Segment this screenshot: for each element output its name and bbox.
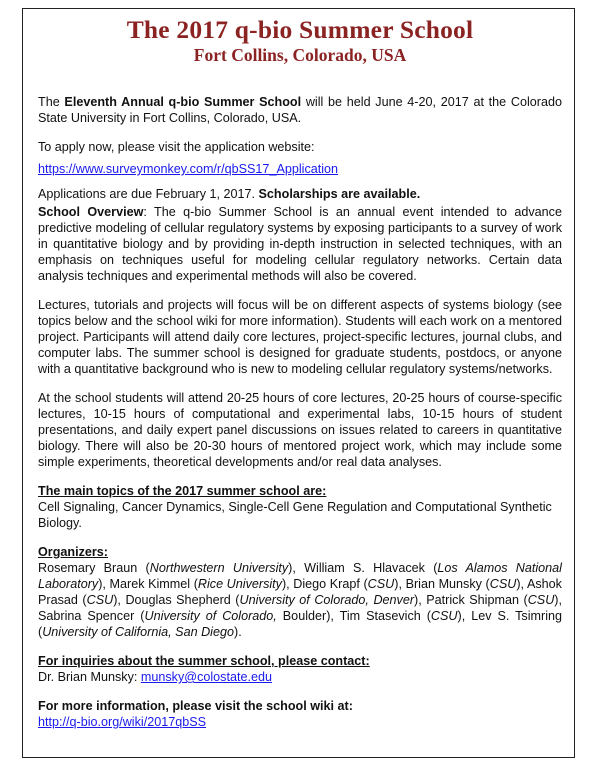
organizer-name: Diego Krapf ( (293, 577, 368, 591)
organizers-list (38, 561, 562, 639)
apply-link-line (38, 161, 562, 177)
organizer-item: Patrick Shipman (CSU), (426, 593, 562, 607)
organizer-item: Diego Krapf (CSU), (293, 577, 406, 591)
organizers-section (38, 544, 562, 640)
topics-heading: The main topics of the 2017 summer school are: (38, 484, 327, 498)
organizer-item: Tim Stasevich (CSU), (339, 609, 472, 623)
contact-name: Dr. Brian Munsky: (38, 670, 141, 684)
page-title: The 2017 q-bio Summer School (126, 15, 474, 44)
flyer-content (38, 16, 562, 743)
organizer-item: Brian Munsky (CSU), (405, 577, 527, 591)
organizer-affiliation: CSU (430, 609, 458, 623)
organizer-name: Marek Kimmel ( (109, 577, 198, 591)
organizer-name: Rosemary Braun ( (38, 561, 150, 575)
apply-text: To apply now, please visit the application website: (38, 140, 315, 154)
wiki-link[interactable]: http://q-bio.org/wiki/2017qbSS (38, 715, 207, 729)
organizer-item: Ashok Prasad (CSU), (38, 577, 562, 607)
overview-paragraph: School Overview: The q-bio Summer School is an annual event intended to advance predictive modeling of cellular regulatory systems by exposing participants to a survey of work in quantitative biology and by providing in-depth instruction in selected techniques, with an emphasis on techniques useful for modeling cellular regulatory networks. Certain data analysis techniques and experimental methods will also be covered. (38, 205, 562, 283)
page-subtitle: Fort Collins, Colorado, USA (193, 45, 407, 65)
organizer-affiliation: CSU (86, 593, 114, 607)
organizer-affiliation: CSU (489, 577, 517, 591)
organizer-item: Sabrina Spencer (University of Colorado, Boulder), (38, 609, 340, 623)
organizer-name: Lev S. Tsimring ( (38, 609, 562, 639)
organizer-name: Patrick Shipman ( (426, 593, 528, 607)
organizer-item: William S. Hlavacek (Los Alamos National Laboratory), (38, 561, 562, 591)
more-info-section (38, 698, 562, 730)
organizer-affiliation: University of Colorado, Denver (239, 593, 415, 607)
organizer-affiliation: Rice University (197, 577, 282, 591)
topics-section (38, 483, 562, 531)
inquiries-heading: For inquiries about the summer school, please contact: (38, 654, 370, 668)
due-paragraph: Applications are due February 1, 2017. Scholarships are available. (38, 187, 421, 201)
organizer-item: Marek Kimmel (Rice University), (109, 577, 294, 591)
organizer-name: Douglas Shepherd ( (125, 593, 240, 607)
topics-text: Cell Signaling, Cancer Dynamics, Single-Cell Gene Regulation and Computational Synthetic Biology. (38, 500, 552, 530)
organizer-affiliation: University of Colorado, (144, 609, 277, 623)
overview-label: School Overview (38, 205, 144, 219)
hours-paragraph: At the school students will attend 20-25 hours of core lectures, 20-25 hours of course-specific lectures, 10-15 hours of computational and experimental labs, 10-15 hours of student presentations, and daily expert panel discussions on issues related to careers in quantitative biology. There will also be 20-30 hours of mentored project work, which may include some simple experiments, theoretical developments and/or real data analyses. (38, 391, 562, 469)
organizer-name: Tim Stasevich ( (339, 609, 431, 623)
organizer-affiliation: CSU (367, 577, 395, 591)
organizer-item: Lev S. Tsimring (University of California, San Diego). (38, 609, 562, 639)
organizer-item: Rosemary Braun (Northwestern University), (38, 561, 305, 575)
organizer-name: William S. Hlavacek ( (304, 561, 438, 575)
organizer-name: Sabrina Spencer ( (38, 609, 145, 623)
organizer-name: Ashok Prasad ( (38, 577, 562, 607)
organizer-affiliation: University of California, San Diego (42, 625, 234, 639)
organizer-name: Brian Munsky ( (405, 577, 490, 591)
intro-paragraph: The Eleventh Annual q-bio Summer School will be held June 4-20, 2017 at the Colorado State University in Fort Collins, Colorado, USA. (38, 95, 562, 125)
organizer-item: Douglas Shepherd (University of Colorado, Denver), (125, 593, 427, 607)
contact-email-link[interactable]: munsky@colostate.edu (140, 670, 272, 684)
lectures-paragraph: Lectures, tutorials and projects will focus will be on different aspects of systems biology (see topics below and the school wiki for more information). Students will each work on a mentored project. Participants will attend daily core lectures, project-specific lectures, journal clubs, and computer labs. The summer school is designed for graduate students, postdocs, or anyone with a quantitative background who is new to modeling cellular regulatory systems/networks. (38, 298, 562, 376)
application-link[interactable]: https://www.surveymonkey.com/r/qbSS17_Application (38, 162, 339, 176)
more-info-heading: For more information, please visit the school wiki at: (38, 699, 353, 713)
organizer-affiliation: CSU (527, 593, 555, 607)
inquiries-section (38, 653, 562, 685)
organizers-heading: Organizers: (38, 545, 108, 559)
organizer-affiliation: Los Alamos National Laboratory (38, 561, 562, 591)
organizer-affiliation: Northwestern University (149, 561, 289, 575)
